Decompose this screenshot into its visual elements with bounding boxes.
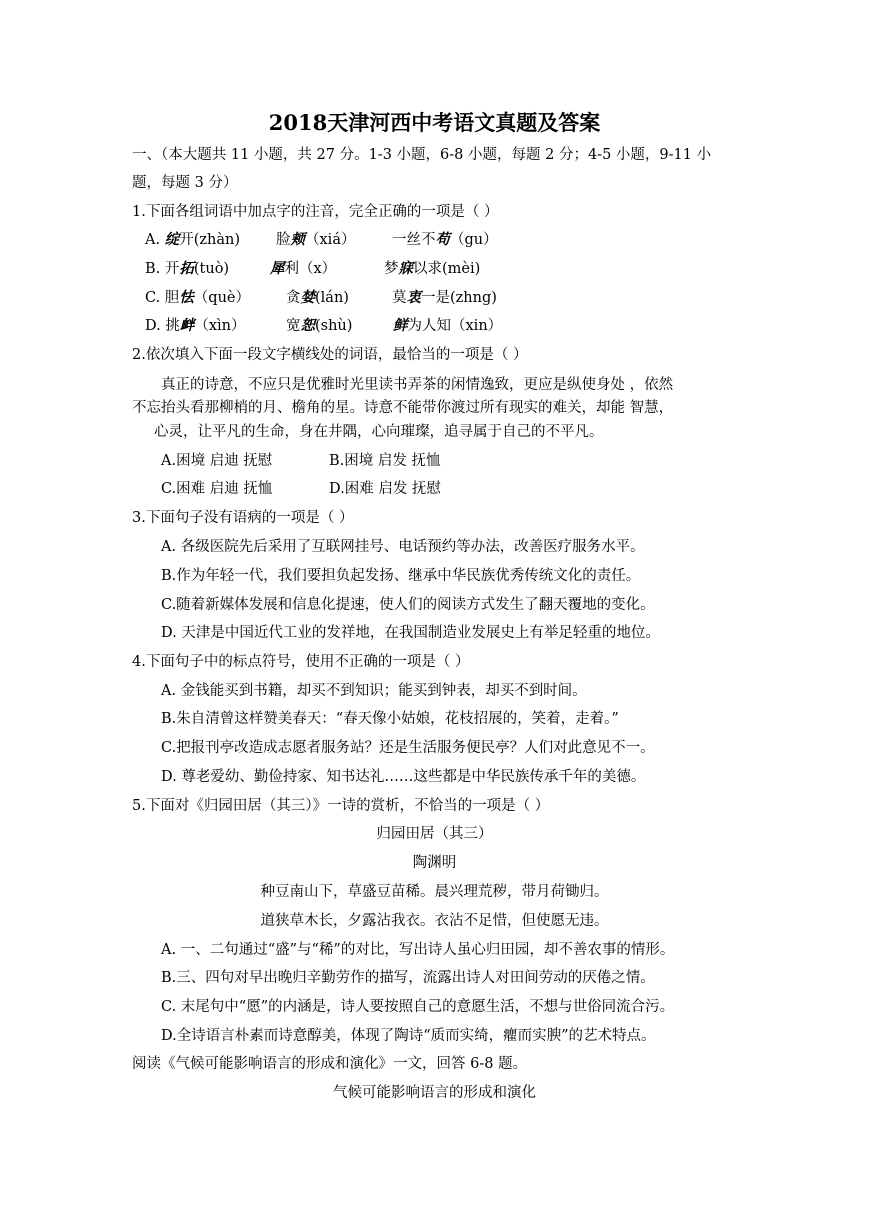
q2-passage-line1: 真正的诗意，不应只是优雅时光里读书弄茶的闲情逸致，更应是纵使身处 ，依然 — [161, 377, 674, 393]
reading-intro: 阅读《气候可能影响语言的形成和演化》一文，回答 6-8 题。 — [132, 1056, 528, 1072]
q2-option-c: C.困难 启迪 抚恤 — [161, 481, 273, 497]
poem-author: 陶渊明 — [412, 855, 457, 871]
q1-c-word3: 莫衷一是(zhng) — [392, 289, 497, 306]
q1-c-word2: 贪婪(lán) — [286, 289, 349, 306]
q1-row-c — [0, 288, 869, 308]
q4-option-b: B.朱自清曾这样赞美春天：“春天像小姑娘，花枝招展的，笑着，走着。” — [161, 711, 619, 727]
q1-row-b — [0, 259, 869, 279]
q3-option-b: B.作为年轻一代，我们要担负起发扬、继承中华民族优秀传统文化的责任。 — [161, 568, 641, 584]
q1-a-word1: A. 绽开(zhàn) — [145, 231, 240, 248]
q1-d-word3: 鲜为人知（xin） — [393, 317, 503, 334]
q5-option-b: B.三、四句对早出晚归辛勤劳作的描写，流露出诗人对田间劳动的厌倦之情。 — [161, 970, 655, 986]
page-title: 2018天津河西中考语文真题及答案 — [268, 110, 601, 135]
q3-option-c: C.随着新媒体发展和信息化提速，使人们的阅读方式发生了翻天覆地的变化。 — [161, 597, 655, 613]
q5-option-c: C. 末尾句中“愿”的内涵是，诗人要按照自己的意愿生活，不想与世俗同流合污。 — [161, 999, 675, 1015]
section-header-line1: 一、（本大题共 11 小题，共 27 分。1-3 小题，6-8 小题，每题 2 分；4-5 小题，9-11 小 — [132, 147, 712, 163]
q1-row-a — [0, 230, 869, 250]
q3-option-d: D. 天津是中国近代工业的发祥地，在我国制造业发展史上有举足轻重的地位。 — [161, 625, 660, 641]
q3-stem: 3.下面句子没有语病的一项是（ ） — [132, 510, 354, 526]
q1-d-word2: 宽恕(shù) — [286, 317, 353, 334]
q1-b-word3: 梦寐以求(mèi) — [384, 260, 481, 277]
q5-option-d: D.全诗语言朴素而诗意醇美，体现了陶诗“质而实绮，癯而实腴”的艺术特点。 — [161, 1028, 656, 1044]
q2-option-d: D.困难 启发 抚慰 — [329, 481, 441, 497]
q2-passage-line3: 心灵，让平凡的生命，身在井隅，心向璀璨，追寻属于自己的不平凡。 — [154, 424, 604, 440]
q4-stem: 4.下面句子中的标点符号，使用不正确的一项是（ ） — [132, 654, 470, 670]
poem-line-1: 种豆南山下，草盛豆苗稀。晨兴理荒秽，带月荷锄归。 — [260, 884, 609, 900]
q5-stem: 5.下面对《归园田居（其三）》一诗的赏析，不恰当的一项是（ ） — [132, 798, 550, 814]
q1-stem: 1.下面各组词语中加点字的注音，完全正确的一项是（ ） — [132, 204, 499, 220]
q2-passage-line2: 不忘抬头看那柳梢的月、檐角的星。诗意不能带你渡过所有现实的难关，却能 智慧， — [132, 400, 674, 416]
poem-line-2: 道狭草木长，夕露沾我衣。衣沾不足惜，但使愿无违。 — [260, 913, 609, 929]
section-header-line2: 题，每题 3 分） — [132, 175, 238, 191]
q1-row-d — [0, 316, 869, 336]
q4-option-a: A. 金钱能买到书籍，却买不到知识；能买到钟表，却买不到时间。 — [161, 683, 587, 699]
q1-c-word1: C. 胆怯（què） — [145, 289, 250, 306]
q2-option-b: B.困境 启发 抚恤 — [329, 453, 441, 469]
q2-stem: 2.依次填入下面一段文字横线处的词语，最恰当的一项是（ ） — [132, 347, 528, 363]
q1-b-word1: B. 开拓(tuò) — [145, 260, 230, 277]
poem-title: 归园田居（其三） — [376, 826, 493, 842]
q5-option-a: A. 一、二句通过“盛”与“稀”的对比，写出诗人虽心归田园，却不善农事的情形。 — [161, 942, 675, 958]
q1-a-word2: 脸颊（xiá） — [276, 231, 356, 248]
q3-option-a: A. 各级医院先后采用了互联网挂号、电话预约等办法，改善医疗服务水平。 — [161, 539, 645, 555]
q1-b-word2: 犀利（x） — [270, 260, 337, 277]
q4-option-c: C.把报刊亭改造成志愿者服务站？还是生活服务便民亭？人们对此意见不一。 — [161, 740, 655, 756]
q1-d-word1: D. 挑衅（xìn） — [145, 317, 246, 334]
q1-a-word3: 一丝不苟（gu） — [392, 231, 498, 248]
q4-option-d: D. 尊老爱幼、勤俭持家、知书达礼……这些都是中华民族传承千年的美德。 — [161, 769, 646, 785]
article-title: 气候可能影响语言的形成和演化 — [333, 1085, 536, 1101]
q2-option-a: A.困境 启迪 抚慰 — [161, 453, 273, 469]
